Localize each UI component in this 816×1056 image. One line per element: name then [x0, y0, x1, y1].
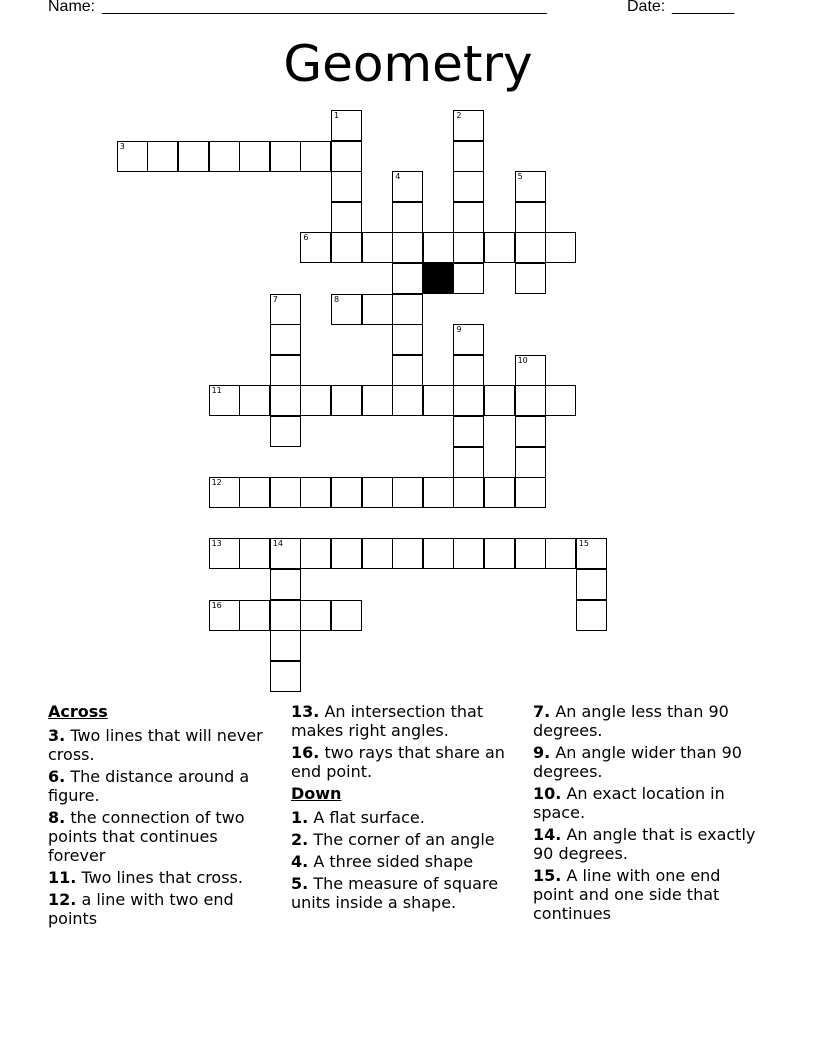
clue-across-8: 8. the connection of two points that continues forever [48, 808, 245, 865]
grid-cell[interactable] [484, 385, 515, 416]
grid-cell[interactable] [331, 202, 362, 233]
grid-cell[interactable] [515, 416, 546, 447]
grid-cell[interactable] [453, 447, 484, 478]
grid-cell[interactable] [392, 263, 423, 294]
grid-cell[interactable] [423, 232, 454, 263]
clue-number: 10 [517, 355, 528, 365]
grid-cell[interactable] [484, 232, 515, 263]
grid-cell[interactable] [484, 538, 515, 569]
grid-cell[interactable] [392, 538, 423, 569]
clue-number: 13 [211, 539, 222, 549]
clue-down-4: 4. A three sided shape [291, 852, 474, 871]
grid-cell[interactable] [362, 385, 393, 416]
grid-cell[interactable] [515, 232, 546, 263]
clue-number: 5 [517, 172, 523, 182]
clue-number: 16 [211, 600, 222, 610]
grid-cell[interactable] [453, 171, 484, 202]
grid-cell[interactable] [270, 324, 301, 355]
clue-number: 6 [303, 233, 309, 243]
grid-cell[interactable] [270, 661, 301, 692]
grid-cell[interactable] [484, 477, 515, 508]
grid-cell[interactable] [545, 538, 576, 569]
grid-cell[interactable] [300, 600, 331, 631]
grid-cell[interactable] [270, 416, 301, 447]
grid-cell[interactable] [209, 385, 240, 416]
clue-number: 15 [578, 539, 589, 549]
clue-across-3: 3. Two lines that will never cross. [48, 726, 263, 764]
grid-cell[interactable] [239, 477, 270, 508]
grid-cell[interactable] [331, 232, 362, 263]
grid-cell[interactable] [515, 477, 546, 508]
grid-cell[interactable] [270, 538, 301, 569]
grid-cell[interactable] [331, 110, 362, 141]
grid-cell[interactable] [209, 477, 240, 508]
grid-cell[interactable] [239, 600, 270, 631]
clues-column-1 [48, 702, 280, 931]
grid-cell[interactable] [515, 263, 546, 294]
grid-cell[interactable] [453, 202, 484, 233]
grid-cell[interactable] [209, 600, 240, 631]
date-label: Date: [627, 0, 666, 15]
grid-cell[interactable] [331, 600, 362, 631]
grid-cell[interactable] [331, 171, 362, 202]
grid-cell[interactable] [209, 141, 240, 172]
grid-cell[interactable] [331, 477, 362, 508]
grid-cell[interactable] [453, 263, 484, 294]
clue-across-12: 12. a line with two end points [48, 890, 234, 928]
grid-cell[interactable] [423, 385, 454, 416]
grid-cell[interactable] [545, 385, 576, 416]
grid-cell[interactable] [362, 477, 393, 508]
grid-cell[interactable] [300, 477, 331, 508]
clue-number: 2 [456, 111, 462, 120]
grid-cell[interactable] [270, 477, 301, 508]
name-label: Name: [48, 0, 96, 15]
clue-down-7: 7. An angle less than 90 degrees. [533, 702, 729, 740]
grid-cell[interactable] [331, 385, 362, 416]
grid-cell[interactable] [515, 171, 546, 202]
clue-across-6: 6. The distance around a figure. [48, 767, 250, 805]
clue-number: 14 [272, 539, 283, 549]
grid-cell[interactable] [331, 141, 362, 172]
clue-down-15: 15. A line with one end point and one side that continues [533, 866, 721, 923]
blocked-cell [423, 263, 454, 294]
grid-cell[interactable] [270, 630, 301, 661]
grid-cell[interactable] [392, 202, 423, 233]
grid-cell[interactable] [423, 477, 454, 508]
grid-cell[interactable] [270, 141, 301, 172]
clue-number: 11 [211, 386, 222, 396]
clue-across-16: 16. two rays that share an end point. [291, 743, 505, 781]
clue-number: 4 [395, 172, 401, 182]
clue-number: 8 [334, 294, 340, 304]
grid-cell[interactable] [270, 294, 301, 325]
down-heading: Down [291, 784, 342, 803]
clue-down-10: 10. An exact location in space. [533, 784, 725, 822]
grid-cell[interactable] [392, 171, 423, 202]
grid-cell[interactable] [453, 324, 484, 355]
grid-cell[interactable] [239, 385, 270, 416]
grid-cell[interactable] [392, 324, 423, 355]
grid-cell[interactable] [515, 202, 546, 233]
clue-number: 9 [456, 325, 462, 335]
grid-cell[interactable] [453, 477, 484, 508]
grid-cell[interactable] [300, 385, 331, 416]
clue-down-5: 5. The measure of square units inside a shape. [291, 874, 499, 912]
grid-cell[interactable] [331, 294, 362, 325]
grid-cell[interactable] [515, 447, 546, 478]
grid-cell[interactable] [300, 141, 331, 172]
grid-cell[interactable] [331, 538, 362, 569]
grid-cell[interactable] [239, 141, 270, 172]
grid-cell[interactable] [453, 538, 484, 569]
grid-cell[interactable] [270, 600, 301, 631]
grid-cell[interactable] [576, 569, 607, 600]
grid-cell[interactable] [576, 600, 607, 631]
clue-down-14: 14. An angle that is exactly 90 degrees. [533, 825, 756, 863]
grid-cell[interactable] [300, 538, 331, 569]
grid-cell[interactable] [515, 538, 546, 569]
grid-cell[interactable] [453, 355, 484, 386]
clues-column-3 [533, 702, 765, 926]
grid-cell[interactable] [239, 538, 270, 569]
clue-down-9: 9. An angle wider than 90 degrees. [533, 743, 742, 781]
clue-down-1: 1. A flat surface. [291, 808, 425, 827]
grid-cell[interactable] [453, 232, 484, 263]
grid-cell[interactable] [209, 538, 240, 569]
grid-cell[interactable] [270, 569, 301, 600]
grid-cell[interactable] [147, 141, 178, 172]
grid-cell[interactable] [453, 141, 484, 172]
clue-across-13: 13. An intersection that makes right angles. [291, 702, 484, 740]
date-line[interactable]: _______ [672, 0, 735, 15]
grid-cell[interactable] [392, 477, 423, 508]
grid-cell[interactable] [362, 232, 393, 263]
clue-number: 1 [334, 111, 340, 120]
grid-cell[interactable] [515, 355, 546, 386]
grid-cell[interactable] [117, 141, 148, 172]
grid-cell[interactable] [362, 538, 393, 569]
grid-cell[interactable] [392, 232, 423, 263]
clue-number: 12 [211, 478, 222, 488]
grid-cell[interactable] [392, 355, 423, 386]
grid-cell[interactable] [423, 538, 454, 569]
clue-down-2: 2. The corner of an angle [291, 830, 495, 849]
grid-cell[interactable] [362, 294, 393, 325]
grid-cell[interactable] [392, 294, 423, 325]
grid-cell[interactable] [576, 538, 607, 569]
grid-cell[interactable] [270, 355, 301, 386]
grid-cell[interactable] [178, 141, 209, 172]
page-title: Geometry [283, 35, 533, 93]
clue-number: 3 [119, 141, 125, 151]
grid-cell[interactable] [300, 232, 331, 263]
grid-cell[interactable] [545, 232, 576, 263]
grid-cell[interactable] [515, 385, 546, 416]
clue-across-11: 11. Two lines that cross. [48, 868, 243, 887]
grid-cell[interactable] [453, 110, 484, 141]
name-line[interactable]: __________________________________________________ [102, 0, 547, 15]
across-heading: Across [48, 702, 108, 721]
clue-number: 7 [272, 294, 278, 304]
grid-cell[interactable] [392, 385, 423, 416]
grid-cell[interactable] [453, 385, 484, 416]
grid-cell[interactable] [270, 385, 301, 416]
clues-column-2 [291, 702, 523, 915]
grid-cell[interactable] [453, 416, 484, 447]
